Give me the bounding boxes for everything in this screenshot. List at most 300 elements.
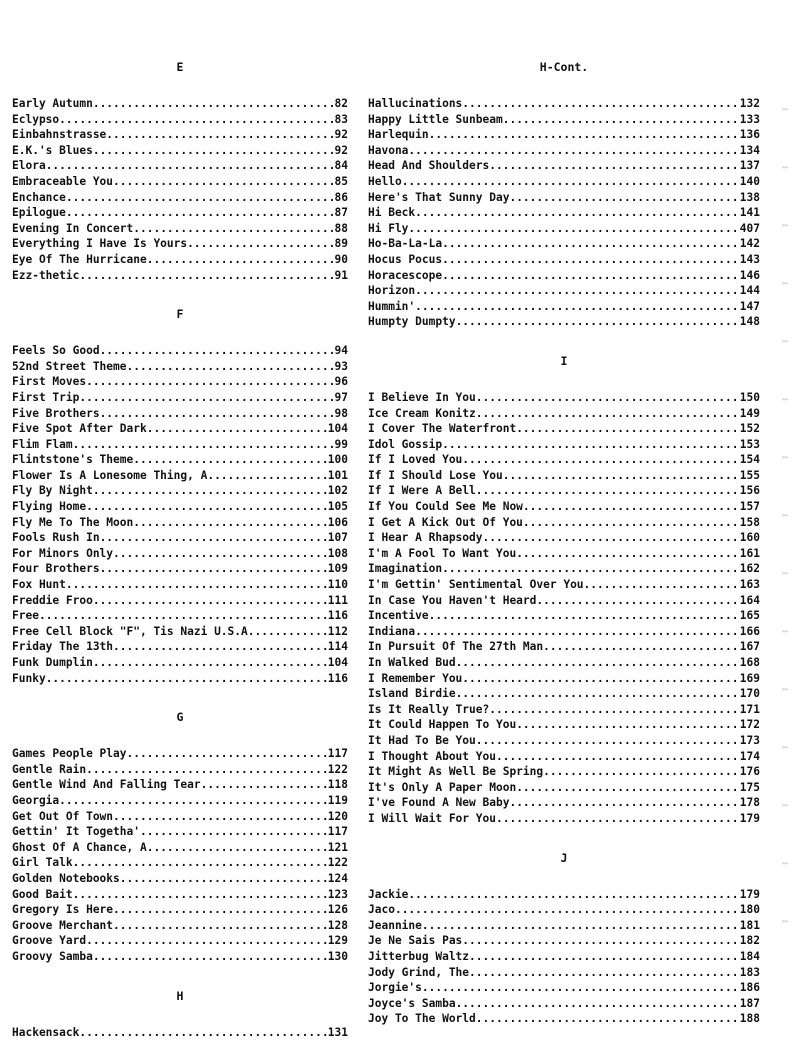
entry-page-number: 102: [327, 483, 348, 499]
dot-leader: [442, 236, 739, 252]
entry-page-number: 154: [739, 452, 760, 468]
entry-page-number: 152: [739, 421, 760, 437]
entry-title: Funk Dumplin: [12, 655, 93, 671]
index-entry: [12, 809, 348, 825]
entry-title: Hello: [368, 174, 402, 190]
entry-title: Five Brothers: [12, 406, 100, 422]
dot-leader: [408, 887, 738, 903]
entry-page-number: 164: [739, 593, 760, 609]
dot-leader: [496, 749, 739, 765]
entry-page-number: 148: [739, 314, 760, 330]
index-entry: [368, 733, 760, 749]
entry-title: Girl Talk: [12, 855, 73, 871]
entry-page-number: 97: [334, 390, 348, 406]
entry-page-number: 86: [334, 190, 348, 206]
entry-page-number: 88: [334, 221, 348, 237]
entry-page-number: 167: [739, 639, 760, 655]
entry-title: Idol Gossip: [368, 437, 442, 453]
index-entry: [12, 374, 348, 390]
index-entry: [368, 483, 760, 499]
dot-leader: [523, 515, 739, 531]
entry-title: Gettin' It Togetha': [12, 824, 140, 840]
entry-title: I'm Gettin' Sentimental Over You: [368, 577, 584, 593]
index-entry: [368, 577, 760, 593]
dot-leader: [113, 546, 327, 562]
section-heading-f: F: [12, 307, 348, 321]
index-entry: [12, 593, 348, 609]
entry-page-number: 123: [327, 887, 348, 903]
dot-leader: [86, 762, 327, 778]
index-entry: [368, 421, 760, 437]
index-entry: [368, 561, 760, 577]
index-entry: [12, 499, 348, 515]
dot-leader: [140, 824, 327, 840]
index-entry: [12, 655, 348, 671]
entry-title: Hocus Pocus: [368, 252, 442, 268]
section-heading-e: E: [12, 60, 348, 74]
index-entry: [368, 918, 760, 934]
index-entry: [12, 887, 348, 903]
dot-leader: [415, 205, 739, 221]
dot-leader: [93, 949, 327, 965]
entry-title: It's Only A Paper Moon: [368, 780, 516, 796]
dot-leader: [93, 143, 334, 159]
section-heading-j: J: [368, 851, 760, 865]
index-entry: [368, 96, 760, 112]
entry-page-number: 163: [739, 577, 760, 593]
dot-leader: [113, 809, 327, 825]
dot-leader: [86, 499, 327, 515]
entry-page-number: 160: [739, 530, 760, 546]
index-entry: [368, 887, 760, 903]
index-entry: [12, 762, 348, 778]
index-entry: [12, 530, 348, 546]
dot-leader: [584, 577, 739, 593]
entry-page-number: 178: [739, 795, 760, 811]
dot-leader: [79, 390, 333, 406]
entry-title: Jody Grind, The: [368, 965, 469, 981]
index-entry: [12, 902, 348, 918]
dot-leader: [113, 174, 333, 190]
entry-title: Gentle Rain: [12, 762, 86, 778]
entry-page-number: 107: [327, 530, 348, 546]
index-entry: [368, 299, 760, 315]
entry-title: It Could Happen To You: [368, 717, 516, 733]
entry-page-number: 184: [739, 949, 760, 965]
dot-leader: [147, 421, 327, 437]
entry-title: Groove Yard: [12, 933, 86, 949]
entry-page-number: 162: [739, 561, 760, 577]
index-entry: [12, 840, 348, 856]
index-entry: [12, 468, 348, 484]
dot-leader: [509, 190, 738, 206]
index-entry: [368, 996, 760, 1012]
entry-title: Fox Hunt: [12, 577, 66, 593]
entry-title: In Pursuit Of The 27th Man: [368, 639, 543, 655]
dot-leader: [79, 1025, 326, 1040]
index-entry: [368, 205, 760, 221]
entry-page-number: 84: [334, 158, 348, 174]
entry-title: Georgia: [12, 793, 59, 809]
entry-page-number: 111: [327, 593, 348, 609]
entry-page-number: 105: [327, 499, 348, 515]
entry-page-number: 85: [334, 174, 348, 190]
entry-title: First Trip: [12, 390, 79, 406]
entry-title: Flintstone's Theme: [12, 452, 133, 468]
entry-page-number: 157: [739, 499, 760, 515]
index-entry: [12, 855, 348, 871]
entry-page-number: 122: [327, 855, 348, 871]
entry-page-number: 179: [739, 811, 760, 827]
dot-leader: [395, 902, 739, 918]
entry-page-number: 170: [739, 686, 760, 702]
dot-leader: [483, 530, 739, 546]
entry-page-number: 140: [739, 174, 760, 190]
index-entry: [368, 780, 760, 796]
entry-page-number: 121: [327, 840, 348, 856]
entry-title: Eye Of The Hurricane: [12, 252, 147, 268]
entry-title: Games People Play: [12, 746, 127, 762]
entry-title: Eclypso.: [12, 112, 66, 128]
entry-title: Harlequin: [368, 127, 429, 143]
index-entry: [12, 671, 348, 687]
entry-title: First Moves: [12, 374, 86, 390]
entry-page-number: 168: [739, 655, 760, 671]
entry-title: Golden Notebooks: [12, 871, 120, 887]
index-entry: [368, 437, 760, 453]
section-h-cont: [368, 96, 760, 330]
entry-page-number: 149: [739, 406, 760, 422]
dot-leader: [106, 127, 333, 143]
entry-title: I Will Wait For You: [368, 811, 496, 827]
dot-leader: [133, 515, 327, 531]
entry-page-number: 166: [739, 624, 760, 640]
index-entry: [12, 933, 348, 949]
entry-page-number: 407: [739, 221, 760, 237]
entry-page-number: 182: [739, 933, 760, 949]
index-entry: [12, 949, 348, 965]
entry-page-number: 136: [739, 127, 760, 143]
entry-title: Hi Fly: [368, 221, 408, 237]
entry-page-number: 186: [739, 980, 760, 996]
entry-title: For Minors Only: [12, 546, 113, 562]
dot-leader: [456, 314, 739, 330]
entry-page-number: 93: [334, 359, 348, 375]
entry-page-number: 118: [327, 777, 348, 793]
entry-page-number: 180: [739, 902, 760, 918]
entry-title: If I Loved You: [368, 452, 462, 468]
entry-page-number: 143: [739, 252, 760, 268]
dot-leader: [456, 686, 739, 702]
index-entry: [368, 314, 760, 330]
index-entry: [12, 746, 348, 762]
dot-leader: [93, 483, 327, 499]
entry-title: I Hear A Rhapsody: [368, 530, 483, 546]
index-entry: [368, 112, 760, 128]
entry-title: Fly By Night: [12, 483, 93, 499]
entry-page-number: 104: [327, 421, 348, 437]
entry-page-number: 112: [327, 624, 348, 640]
entry-page-number: 92: [334, 143, 348, 159]
index-entry: [368, 252, 760, 268]
entry-page-number: 116: [327, 608, 348, 624]
entry-page-number: 153: [739, 437, 760, 453]
dot-leader: [442, 252, 739, 268]
entry-page-number: 130: [327, 949, 348, 965]
entry-title: Jeannine: [368, 918, 422, 934]
dot-leader: [476, 1011, 739, 1027]
entry-page-number: 117: [327, 824, 348, 840]
dot-leader: [516, 780, 739, 796]
entry-title: Einbahnstrasse: [12, 127, 106, 143]
dot-leader: [536, 593, 738, 609]
dot-leader: [476, 733, 739, 749]
entry-page-number: 96: [334, 374, 348, 390]
index-entry: [12, 639, 348, 655]
index-entry: [368, 268, 760, 284]
entry-page-number: 124: [327, 871, 348, 887]
dot-leader: [93, 96, 334, 112]
dot-leader: [402, 174, 739, 190]
entry-page-number: 87: [334, 205, 348, 221]
entry-title: Flower Is A Lonesome Thing, A: [12, 468, 207, 484]
entry-page-number: 89: [334, 236, 348, 252]
dot-leader: [46, 158, 334, 174]
dot-leader: [120, 871, 327, 887]
index-entry: [368, 980, 760, 996]
entry-page-number: 119: [327, 793, 348, 809]
entry-title: Ho-Ba-La-La: [368, 236, 442, 252]
entry-title: Fly Me To The Moon: [12, 515, 133, 531]
entry-title: Incentive: [368, 608, 429, 624]
index-entry: [368, 530, 760, 546]
entry-page-number: 92: [334, 127, 348, 143]
index-entry: [12, 608, 348, 624]
index-entry: [368, 639, 760, 655]
entry-title: It Had To Be You: [368, 733, 476, 749]
index-entry: [12, 174, 348, 190]
entry-title: I Believe In You: [368, 390, 476, 406]
entry-page-number: 109: [327, 561, 348, 577]
index-entry: [368, 127, 760, 143]
entry-title: Free: [12, 608, 39, 624]
dot-leader: [100, 561, 327, 577]
entry-title: 52nd Street Theme: [12, 359, 127, 375]
dot-leader: [113, 639, 327, 655]
entry-page-number: 181: [739, 918, 760, 934]
entry-title: Feels So Good: [12, 343, 100, 359]
index-entry: [368, 702, 760, 718]
section-heading-h-cont: H-Cont.: [368, 60, 760, 74]
index-entry: [368, 1011, 760, 1027]
entry-page-number: 120: [327, 809, 348, 825]
dot-leader: [254, 624, 326, 640]
dot-leader: [187, 236, 333, 252]
entry-page-number: 99: [334, 437, 348, 453]
index-entry: [12, 268, 348, 284]
entry-page-number: 94: [334, 343, 348, 359]
entry-page-number: 183: [739, 965, 760, 981]
dot-leader: [469, 965, 739, 981]
index-entry: [368, 190, 760, 206]
index-entry: [12, 515, 348, 531]
dot-leader: [516, 717, 739, 733]
entry-page-number: 128: [327, 918, 348, 934]
entry-page-number: 155: [739, 468, 760, 484]
entry-page-number: 146: [739, 268, 760, 284]
entry-title: Je Ne Sais Pas: [368, 933, 462, 949]
entry-page-number: 165: [739, 608, 760, 624]
index-entry: [12, 577, 348, 593]
dot-leader: [462, 452, 738, 468]
entry-page-number: 83: [334, 112, 348, 128]
section-heading-h: H: [12, 989, 348, 1003]
entry-page-number: 126: [327, 902, 348, 918]
dot-leader: [422, 918, 739, 934]
entry-page-number: 179: [739, 887, 760, 903]
dot-leader: [66, 577, 327, 593]
entry-title: Island Birdie: [368, 686, 456, 702]
index-entry: [368, 902, 760, 918]
entry-page-number: 133: [739, 112, 760, 128]
entry-title: Ezz-thetic: [12, 268, 79, 284]
entry-page-number: 144: [739, 283, 760, 299]
entry-title: Get Out Of Town: [12, 809, 113, 825]
index-entry: [12, 236, 348, 252]
entry-title: Happy Little Sunbeam: [368, 112, 503, 128]
dot-leader: [422, 980, 739, 996]
entry-page-number: 161: [739, 546, 760, 562]
entry-title: If You Could See Me Now: [368, 499, 523, 515]
entry-page-number: 101: [327, 468, 348, 484]
dot-leader: [509, 795, 738, 811]
index-entry: [368, 499, 760, 515]
dot-leader: [100, 406, 334, 422]
entry-page-number: 171: [739, 702, 760, 718]
entry-title: Friday The 13th: [12, 639, 113, 655]
index-entry: [368, 949, 760, 965]
entry-title: Horacescope: [368, 268, 442, 284]
dot-leader: [503, 112, 739, 128]
dot-leader: [59, 793, 327, 809]
entry-title: Is It Really True?: [368, 702, 489, 718]
entry-title: Early Autumn: [12, 96, 93, 112]
dot-leader: [415, 624, 739, 640]
index-entry: [368, 158, 760, 174]
dot-leader: [516, 421, 739, 437]
entry-title: Epilogue: [12, 205, 66, 221]
entry-title: Indiana: [368, 624, 415, 640]
entry-title: I'm A Fool To Want You: [368, 546, 516, 562]
dot-leader: [462, 96, 738, 112]
index-entry: [12, 1025, 348, 1040]
entry-title: Ice Cream Konitz: [368, 406, 476, 422]
entry-title: I Cover The Waterfront: [368, 421, 516, 437]
index-entry: [368, 608, 760, 624]
dot-leader: [73, 855, 327, 871]
dot-leader: [429, 127, 739, 143]
dot-leader: [113, 902, 327, 918]
index-entry: [12, 143, 348, 159]
entry-title: Everything I Have Is Yours: [12, 236, 187, 252]
dot-leader: [489, 702, 739, 718]
index-entry: [12, 871, 348, 887]
entry-title: Havona: [368, 143, 408, 159]
entry-title: Head And Shoulders: [368, 158, 489, 174]
entry-title: In Walked Bud: [368, 655, 456, 671]
entry-page-number: 188: [739, 1011, 760, 1027]
dot-leader: [207, 468, 326, 484]
dot-leader: [127, 746, 327, 762]
dot-leader: [86, 374, 333, 390]
entry-title: I Get A Kick Out Of You: [368, 515, 523, 531]
index-entry: [12, 205, 348, 221]
index-entry: [368, 795, 760, 811]
index-entry: [12, 918, 348, 934]
dot-leader: [503, 468, 739, 484]
dot-leader: [476, 483, 739, 499]
entry-title: Gentle Wind And Falling Tear: [12, 777, 201, 793]
index-entry: [368, 221, 760, 237]
index-entry: [368, 764, 760, 780]
dot-leader: [86, 933, 327, 949]
entry-page-number: 158: [739, 515, 760, 531]
index-entry: [368, 236, 760, 252]
dot-leader: [100, 343, 334, 359]
entry-page-number: 187: [739, 996, 760, 1012]
index-entry: [368, 686, 760, 702]
index-entry: [12, 793, 348, 809]
entry-page-number: 172: [739, 717, 760, 733]
index-entry: [368, 624, 760, 640]
entry-page-number: 116: [327, 671, 348, 687]
entry-title: E.K.'s Blues: [12, 143, 93, 159]
index-entry: [368, 965, 760, 981]
dot-leader: [73, 437, 334, 453]
entry-title: Ghost Of A Chance, A: [12, 840, 147, 856]
dot-leader: [469, 949, 739, 965]
entry-page-number: 91: [334, 268, 348, 284]
dot-leader: [66, 205, 334, 221]
entry-title: Groove Merchant: [12, 918, 113, 934]
index-entry: [12, 483, 348, 499]
index-entry: [368, 933, 760, 949]
dot-leader: [201, 777, 327, 793]
dot-leader: [543, 639, 739, 655]
entry-page-number: 98: [334, 406, 348, 422]
index-entry: [12, 406, 348, 422]
dot-leader: [442, 268, 739, 284]
entry-page-number: 142: [739, 236, 760, 252]
index-entry: [368, 515, 760, 531]
scan-edge-artifact: [782, 80, 788, 960]
dot-leader: [408, 221, 738, 237]
dot-leader: [79, 268, 333, 284]
entry-page-number: 110: [327, 577, 348, 593]
entry-page-number: 114: [327, 639, 348, 655]
index-entry: [368, 174, 760, 190]
index-entry: [368, 546, 760, 562]
entry-page-number: 150: [739, 390, 760, 406]
entry-page-number: 156: [739, 483, 760, 499]
entry-title: Free Cell Block "F", Tis Nazi U.S.A.: [12, 624, 254, 640]
entry-page-number: 174: [739, 749, 760, 765]
dot-leader: [100, 530, 327, 546]
entry-title: Five Spot After Dark: [12, 421, 147, 437]
entry-page-number: 131: [327, 1025, 348, 1040]
index-entry: [12, 359, 348, 375]
entry-title: Flying Home: [12, 499, 86, 515]
